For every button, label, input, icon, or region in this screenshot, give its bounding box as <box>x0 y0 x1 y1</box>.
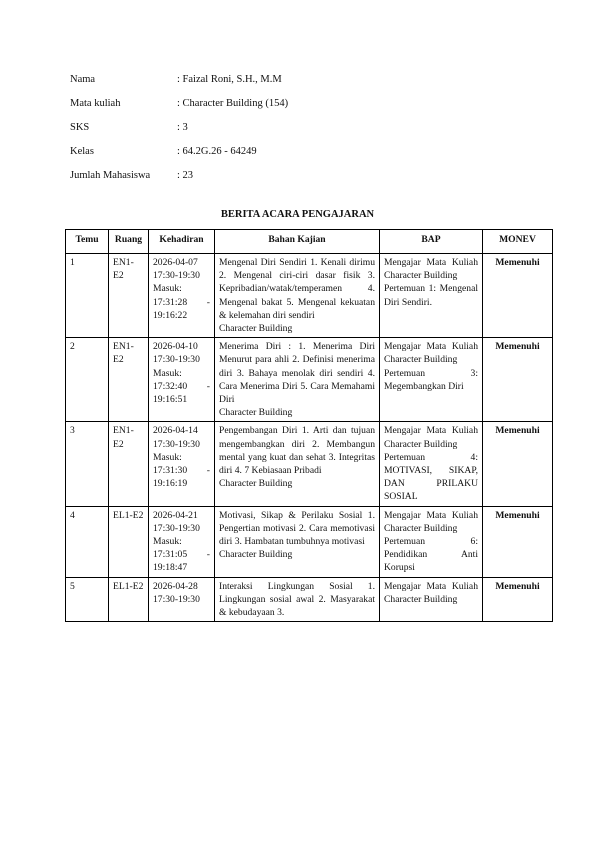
cell-ruang: EN1-E2 <box>109 422 149 506</box>
cell-bap <box>380 338 483 422</box>
column-header-ruang: Ruang <box>109 230 149 254</box>
info-value: : 64.2G.26 - 64249 <box>177 145 257 157</box>
cell-kehadiran: 2026-04-10 17:30-19:30 Masuk: 17:32:40 - 19:16:51 <box>149 338 215 422</box>
cell-bap <box>380 254 483 338</box>
info-value: : 3 <box>177 121 188 133</box>
cell-ruang: EN1-E2 <box>109 254 149 338</box>
bahan-kajian-text: Mengenal Diri Sendiri 1. Kenali dirimu 2. Mengenal ciri-ciri dasar fisik 3. Kepribadian/watak/temperamen 4. Mengenal bakat 5. Mengenal kekuatan & kelemahan diri sendiri <box>219 257 375 321</box>
cell-bahan-kajian <box>215 577 380 622</box>
column-header-bap: BAP <box>380 230 483 254</box>
cell-ruang: EL1-E2 <box>109 506 149 577</box>
cell-temu: 5 <box>66 577 109 622</box>
cell-temu: 3 <box>66 422 109 506</box>
cell-monev: Memenuhi <box>483 254 553 338</box>
cell-bahan-kajian <box>215 422 380 506</box>
info-value: : Faizal Roni, S.H., M.M <box>177 73 282 85</box>
cell-monev: Memenuhi <box>483 422 553 506</box>
cell-bahan-kajian <box>215 254 380 338</box>
cell-bap <box>380 506 483 577</box>
table-row <box>66 338 553 422</box>
cell-temu: 4 <box>66 506 109 577</box>
info-label: Nama <box>70 73 96 85</box>
bahan-kajian-text: Interaksi Lingkungan Sosial 1. Lingkungan sosial awal 2. Masyarakat & kebudayaan 3. <box>219 580 375 619</box>
bap-pertemuan: Pertemuan 3: Megembangkan Diri <box>384 367 478 392</box>
table-header-row <box>66 230 553 254</box>
document-title: BERITA ACARA PENGAJARAN <box>220 209 375 220</box>
cell-ruang: EN1-E2 <box>109 338 149 422</box>
info-value: : Character Building (154) <box>177 97 289 109</box>
cell-bahan-kajian <box>215 506 380 577</box>
info-label: Jumlah Mahasiswa <box>70 169 151 181</box>
cell-kehadiran: 2026-04-28 17:30-19:30 <box>149 577 215 622</box>
bahan-kajian-subject: Character Building <box>219 478 293 490</box>
bahan-kajian-subject: Character Building <box>219 323 293 335</box>
info-label: Mata kuliah <box>70 97 121 109</box>
cell-bap <box>380 577 483 622</box>
cell-monev: Memenuhi <box>483 338 553 422</box>
cell-bahan-kajian <box>215 338 380 422</box>
bap-text: Mengajar Mata Kuliah Character Building <box>384 425 478 450</box>
cell-kehadiran: 2026-04-21 17:30-19:30 Masuk: 17:31:05 - 19:18:47 <box>149 506 215 577</box>
cell-bap <box>380 422 483 506</box>
cell-temu: 2 <box>66 338 109 422</box>
bap-text: Mengajar Mata Kuliah Character Building <box>384 257 478 282</box>
bap-text: Mengajar Mata Kuliah Character Building <box>384 509 478 534</box>
info-value: : 23 <box>177 169 194 181</box>
bahan-kajian-text: Motivasi, Sikap & Perilaku Sosial 1. Pengertian motivasi 2. Cara memotivasi diri 3. Hambatan tumbuhnya motivasi <box>219 509 375 548</box>
cell-monev: Memenuhi <box>483 577 553 622</box>
bap-pertemuan: Pertemuan 6: Pendidikan Anti Korupsi <box>384 536 478 574</box>
cell-kehadiran: 2026-04-07 17:30-19:30 Masuk: 17:31:28 - 19:16:22 <box>149 254 215 338</box>
info-label: Kelas <box>70 145 94 157</box>
column-header-bahan-kajian: Bahan Kajian <box>215 230 380 254</box>
bap-text: Mengajar Mata Kuliah Character Building <box>384 580 478 605</box>
cell-ruang: EL1-E2 <box>109 577 149 622</box>
bap-pertemuan: Pertemuan 4: MOTIVASI, SIKAP, DAN PRILAKU SOSIAL <box>384 451 478 503</box>
bahan-kajian-subject: Character Building <box>219 407 293 419</box>
cell-kehadiran: 2026-04-14 17:30-19:30 Masuk: 17:31:30 - 19:16:19 <box>149 422 215 506</box>
bap-pertemuan: Pertemuan 1: Mengenal Diri Sendiri. <box>384 283 478 308</box>
cell-temu: 1 <box>66 254 109 338</box>
column-header-temu: Temu <box>66 230 109 254</box>
table-row <box>66 422 553 506</box>
info-label: SKS <box>70 121 90 133</box>
table-row <box>66 506 553 577</box>
bap-text: Mengajar Mata Kuliah Character Building <box>384 341 478 366</box>
bahan-kajian-text: Pengembangan Diri 1. Arti dan tujuan mengembangkan diri 2. Membangun mental yang kuat dan sehat 3. Integritas diri 4. 7 Kebiasaan Pribadi <box>219 425 375 477</box>
bahan-kajian-subject: Character Building <box>219 549 293 561</box>
table-row <box>66 577 553 622</box>
table-row <box>66 254 553 338</box>
column-header-monev: MONEV <box>483 230 553 254</box>
column-header-kehadiran: Kehadiran <box>149 230 215 254</box>
teaching-record-table <box>65 229 553 622</box>
bahan-kajian-text: Menerima Diri : 1. Menerima Diri Menurut para ahli 2. Definisi menerima diri 3. Bahaya menolak diri sendiri 4. Cara Menerima Diri 5. Cara Memahami Diri <box>219 341 375 406</box>
cell-monev: Memenuhi <box>483 506 553 577</box>
